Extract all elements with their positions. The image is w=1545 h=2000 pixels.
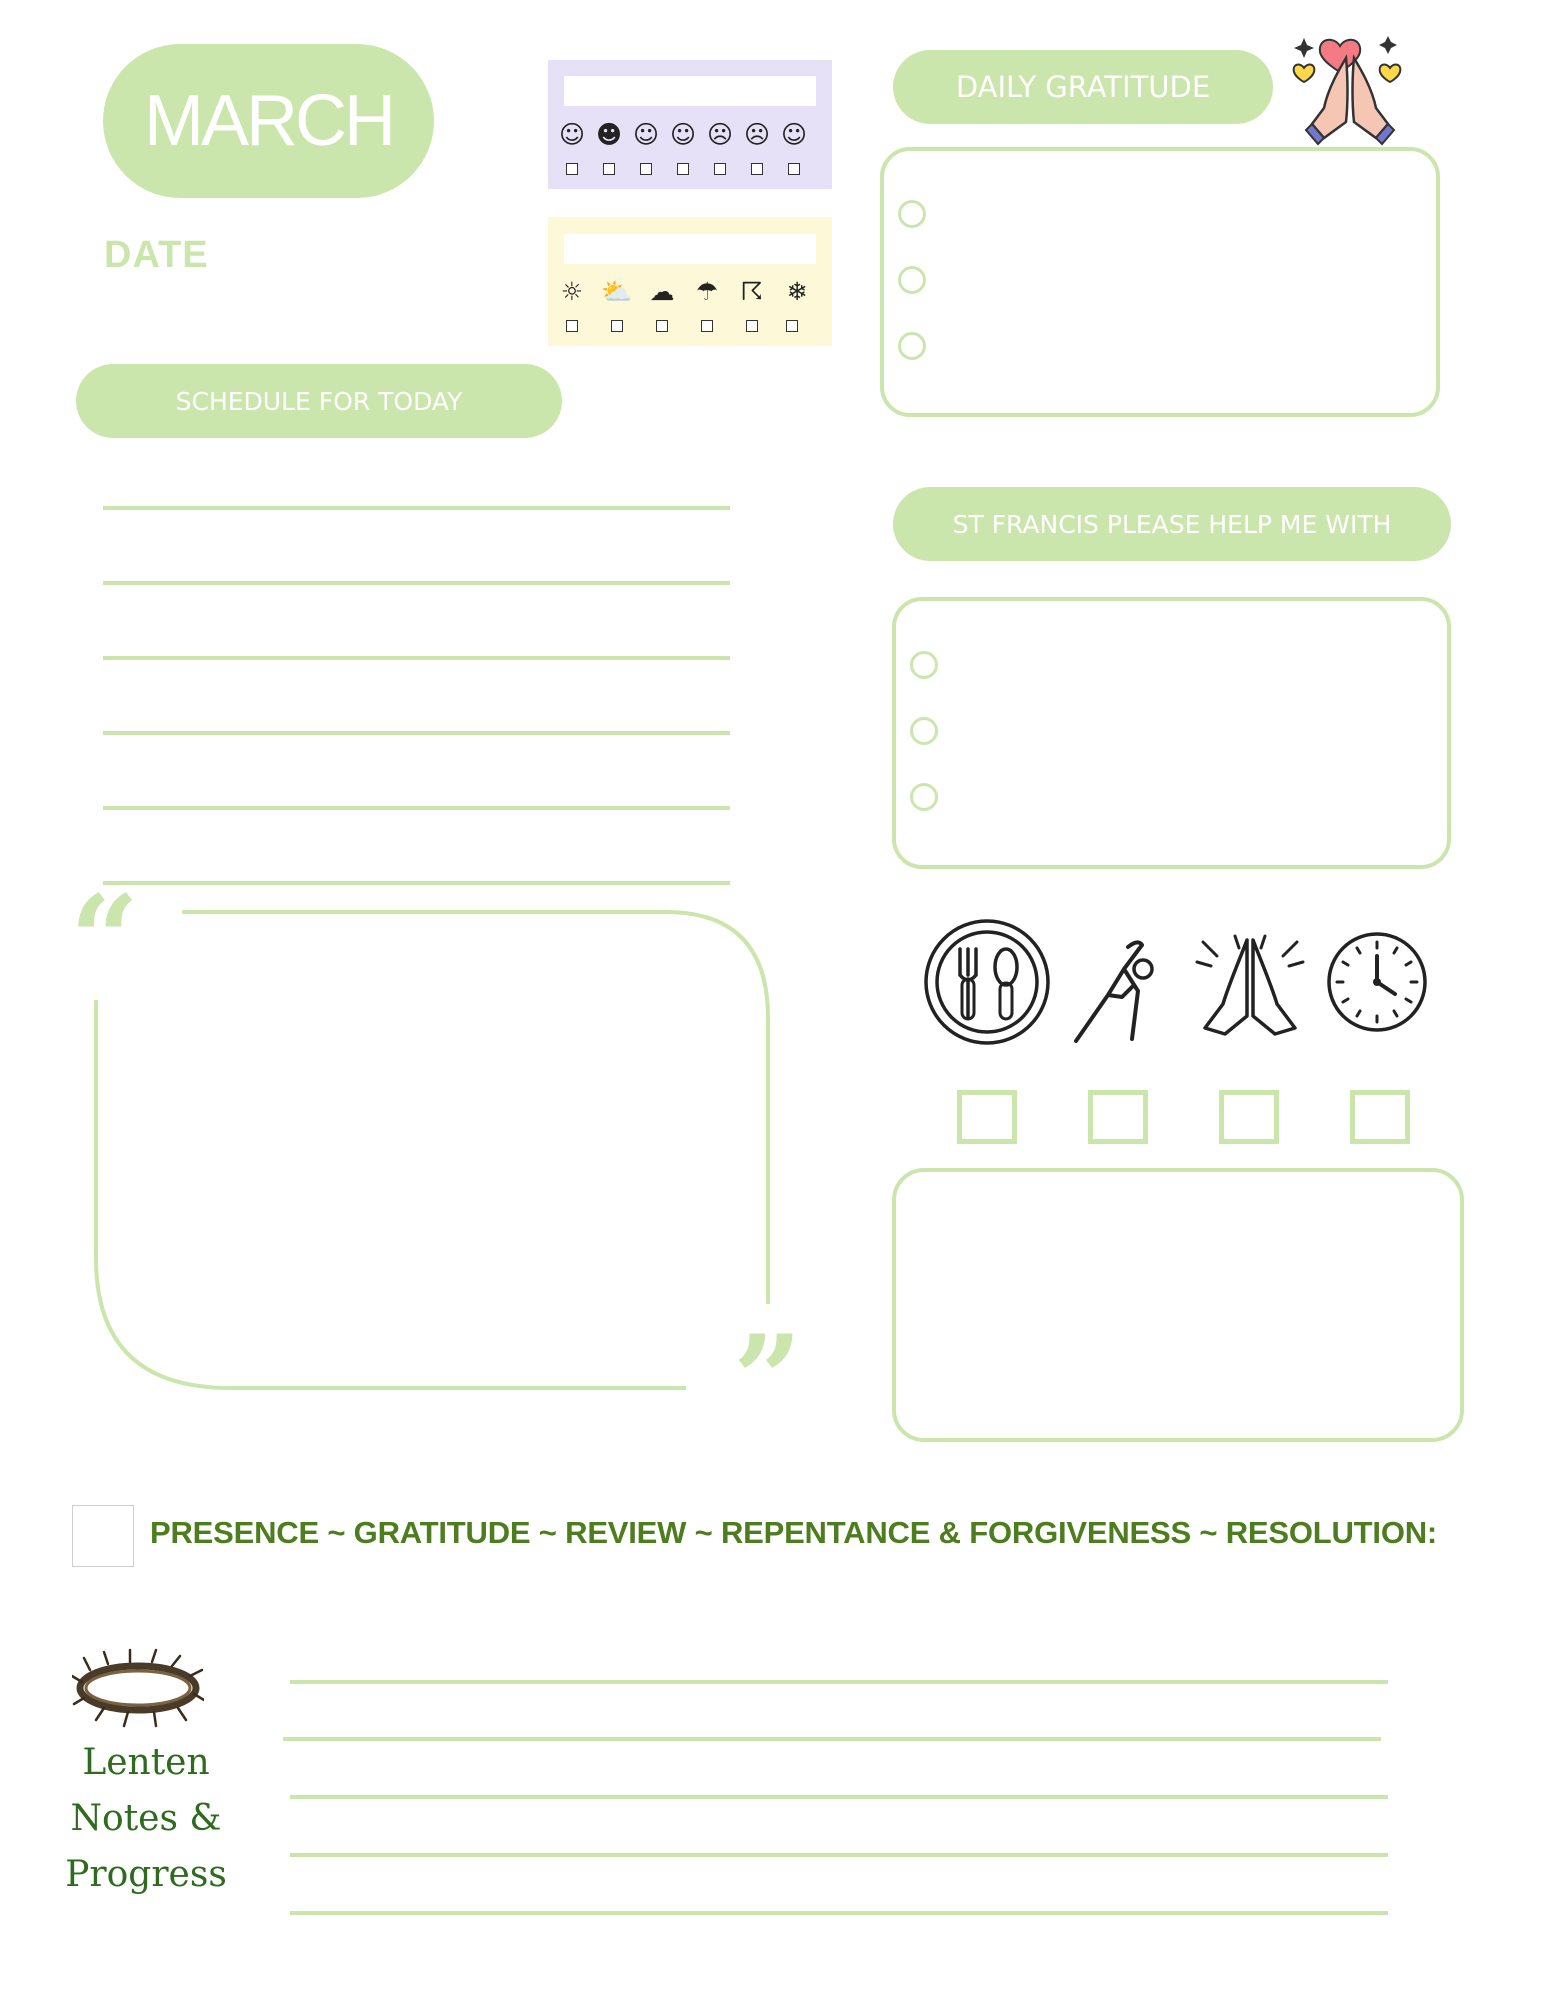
date-label: DATE [104, 234, 209, 276]
lenten-line-2: Notes & [70, 1798, 222, 1839]
mood-checkbox[interactable] [714, 163, 726, 175]
storm-icon: ☈ [740, 277, 764, 306]
weather-tracker [548, 217, 832, 346]
schedule-line[interactable] [103, 506, 730, 510]
weather-input[interactable] [564, 234, 816, 264]
neutral-smile-icon: ☺ [558, 120, 586, 149]
mood-checkbox[interactable] [751, 163, 763, 175]
gratitude-box[interactable] [880, 147, 1440, 417]
habit-checkbox-prayer[interactable] [1219, 1090, 1279, 1144]
mood-checkbox[interactable] [677, 163, 689, 175]
cloud-icon: ☁ [649, 277, 675, 306]
open-quote-mark: “ [70, 869, 140, 1010]
weather-checkbox[interactable] [786, 320, 798, 332]
lenten-line[interactable] [290, 1911, 1388, 1915]
month-badge [103, 44, 434, 198]
close-quote-mark: ” [733, 1309, 803, 1450]
heart-eyes-icon: ☺ [669, 120, 697, 149]
lenten-line-1: Lenten [82, 1742, 210, 1783]
mood-tracker [548, 60, 832, 189]
lenten-line[interactable] [290, 1680, 1388, 1684]
weather-checkbox[interactable] [656, 320, 668, 332]
habit-checkbox-exercise[interactable] [1088, 1090, 1148, 1144]
confused-face-icon: ☺ [780, 120, 808, 149]
rain-icon: ☂ [695, 277, 719, 306]
lenten-line[interactable] [290, 1795, 1388, 1799]
schedule-header [76, 364, 562, 438]
slight-smile-icon: ☺ [632, 120, 660, 149]
crown-of-thorns-image [72, 1648, 204, 1728]
dizzy-face-icon: ☹ [743, 120, 771, 149]
help-bullet[interactable] [910, 651, 938, 679]
mood-checkbox[interactable] [640, 163, 652, 175]
meal-plate-icon [922, 917, 1052, 1047]
praying-hands-hearts-icon [1290, 28, 1410, 148]
weather-checkbox[interactable] [611, 320, 623, 332]
gratitude-bullet[interactable] [898, 200, 926, 228]
month-label: MARCH [144, 81, 393, 161]
frown-icon: ☹ [706, 120, 734, 149]
stretching-figure-icon [1068, 935, 1168, 1047]
help-box[interactable] [892, 597, 1451, 869]
mood-checkbox[interactable] [566, 163, 578, 175]
schedule-title: SCHEDULE FOR TODAY [175, 386, 463, 416]
help-title: ST FRANCIS PLEASE HELP ME WITH [952, 509, 1392, 539]
weather-checkbox[interactable] [701, 320, 713, 332]
mood-checkbox[interactable] [603, 163, 615, 175]
lenten-line[interactable] [283, 1737, 1381, 1741]
clock-icon [1325, 930, 1430, 1035]
gratitude-bullet[interactable] [898, 332, 926, 360]
examen-text: PRESENCE ~ GRATITUDE ~ REVIEW ~ REPENTANCE & FORGIVENESS ~ RESOLUTION: [150, 1515, 1438, 1550]
partly-cloudy-icon: ⛅ [601, 277, 633, 306]
help-header [893, 487, 1451, 561]
gratitude-header [893, 50, 1273, 124]
schedule-line[interactable] [103, 881, 730, 885]
schedule-line[interactable] [103, 731, 730, 735]
habit-notes-box[interactable] [892, 1168, 1464, 1442]
schedule-line[interactable] [103, 656, 730, 660]
weather-checkbox[interactable] [566, 320, 578, 332]
habit-checkbox-meal[interactable] [957, 1090, 1017, 1144]
examen-checkbox[interactable] [72, 1505, 134, 1567]
lenten-line[interactable] [290, 1853, 1388, 1857]
help-bullet[interactable] [910, 783, 938, 811]
grin-icon: ☻ [595, 120, 623, 149]
gratitude-title: DAILY GRATITUDE [955, 70, 1211, 104]
lenten-line-3: Progress [65, 1854, 227, 1895]
weather-checkbox[interactable] [746, 320, 758, 332]
mood-checkbox[interactable] [788, 163, 800, 175]
sun-icon: ☼ [560, 277, 584, 306]
mood-input[interactable] [564, 76, 816, 106]
schedule-line[interactable] [103, 581, 730, 585]
lenten-notes-label [56, 1735, 236, 1903]
schedule-line[interactable] [103, 806, 730, 810]
quote-box[interactable] [90, 908, 780, 1400]
praying-hands-icon [1195, 930, 1305, 1040]
help-bullet[interactable] [910, 717, 938, 745]
snowflake-icon: ❄ [786, 277, 808, 306]
habit-checkbox-time[interactable] [1350, 1090, 1410, 1144]
gratitude-bullet[interactable] [898, 266, 926, 294]
